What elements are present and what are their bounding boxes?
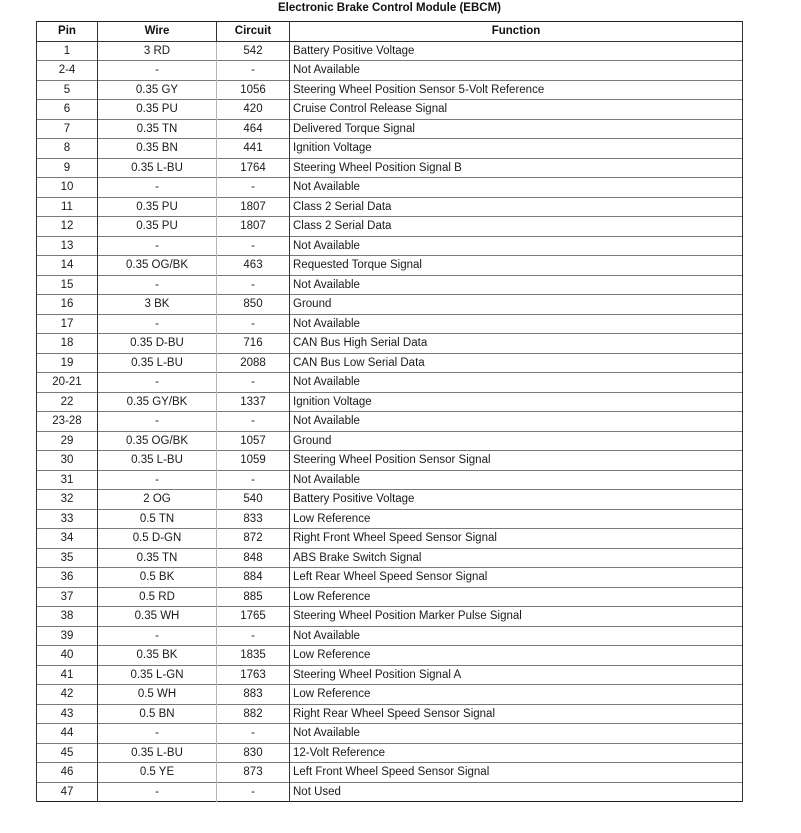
table-row xyxy=(37,256,743,276)
pin-cell: 5 xyxy=(37,80,98,100)
function-cell: Steering Wheel Position Signal B xyxy=(290,158,743,178)
wire-cell: 0.35 BK xyxy=(98,646,217,666)
function-cell: Not Available xyxy=(290,724,743,744)
pin-cell: 47 xyxy=(37,782,98,802)
function-cell: Left Rear Wheel Speed Sensor Signal xyxy=(290,568,743,588)
pin-cell: 45 xyxy=(37,743,98,763)
wire-cell: 0.35 GY/BK xyxy=(98,392,217,412)
table-row xyxy=(37,41,743,61)
table-row xyxy=(37,80,743,100)
circuit-cell: - xyxy=(217,470,290,490)
function-cell: Ignition Voltage xyxy=(290,392,743,412)
table-row xyxy=(37,119,743,139)
pin-cell: 34 xyxy=(37,529,98,549)
table-row xyxy=(37,139,743,159)
table-row xyxy=(37,451,743,471)
wire-cell: - xyxy=(98,178,217,198)
function-cell: Class 2 Serial Data xyxy=(290,197,743,217)
column-header-circuit: Circuit xyxy=(217,22,290,42)
pin-cell: 23-28 xyxy=(37,412,98,432)
wire-cell: - xyxy=(98,373,217,393)
table-row xyxy=(37,704,743,724)
circuit-cell: 464 xyxy=(217,119,290,139)
table-row xyxy=(37,548,743,568)
function-cell: Delivered Torque Signal xyxy=(290,119,743,139)
function-cell: Steering Wheel Position Signal A xyxy=(290,665,743,685)
pin-cell: 44 xyxy=(37,724,98,744)
wire-cell: - xyxy=(98,470,217,490)
table-row xyxy=(37,470,743,490)
pin-cell: 7 xyxy=(37,119,98,139)
table-row xyxy=(37,665,743,685)
wire-cell: 0.35 GY xyxy=(98,80,217,100)
function-cell: Not Used xyxy=(290,782,743,802)
circuit-cell: 441 xyxy=(217,139,290,159)
circuit-cell: 716 xyxy=(217,334,290,354)
circuit-cell: - xyxy=(217,724,290,744)
wire-cell: 0.5 BN xyxy=(98,704,217,724)
table-row xyxy=(37,490,743,510)
function-cell: Ground xyxy=(290,431,743,451)
circuit-cell: 873 xyxy=(217,763,290,783)
function-cell: Low Reference xyxy=(290,509,743,529)
function-cell: Not Available xyxy=(290,314,743,334)
wire-cell: - xyxy=(98,236,217,256)
table-row xyxy=(37,724,743,744)
wire-cell: 0.35 OG/BK xyxy=(98,256,217,276)
table-row xyxy=(37,509,743,529)
circuit-cell: - xyxy=(217,314,290,334)
function-cell: 12-Volt Reference xyxy=(290,743,743,763)
circuit-cell: 1337 xyxy=(217,392,290,412)
wire-cell: 0.35 BN xyxy=(98,139,217,159)
pin-cell: 18 xyxy=(37,334,98,354)
circuit-cell: - xyxy=(217,412,290,432)
pin-cell: 36 xyxy=(37,568,98,588)
pin-cell: 22 xyxy=(37,392,98,412)
wire-cell: - xyxy=(98,626,217,646)
table-body xyxy=(37,41,743,802)
table-row xyxy=(37,334,743,354)
function-cell: Class 2 Serial Data xyxy=(290,217,743,237)
table-row xyxy=(37,295,743,315)
table-row xyxy=(37,607,743,627)
pin-cell: 6 xyxy=(37,100,98,120)
circuit-cell: - xyxy=(217,373,290,393)
function-cell: Not Available xyxy=(290,373,743,393)
function-cell: Not Available xyxy=(290,412,743,432)
pin-cell: 38 xyxy=(37,607,98,627)
function-cell: Steering Wheel Position Sensor 5-Volt Reference xyxy=(290,80,743,100)
table-row xyxy=(37,431,743,451)
pin-cell: 30 xyxy=(37,451,98,471)
table-row xyxy=(37,587,743,607)
pin-cell: 40 xyxy=(37,646,98,666)
pin-cell: 19 xyxy=(37,353,98,373)
table-row xyxy=(37,412,743,432)
function-cell: Battery Positive Voltage xyxy=(290,490,743,510)
circuit-cell: 2088 xyxy=(217,353,290,373)
function-cell: Low Reference xyxy=(290,646,743,666)
wire-cell: 0.5 WH xyxy=(98,685,217,705)
function-cell: Low Reference xyxy=(290,587,743,607)
pin-cell: 1 xyxy=(37,41,98,61)
wire-cell: 0.5 D-GN xyxy=(98,529,217,549)
pin-cell: 41 xyxy=(37,665,98,685)
wire-cell: - xyxy=(98,314,217,334)
circuit-cell: 542 xyxy=(217,41,290,61)
table-row xyxy=(37,158,743,178)
circuit-cell: 833 xyxy=(217,509,290,529)
wire-cell: 2 OG xyxy=(98,490,217,510)
circuit-cell: 872 xyxy=(217,529,290,549)
table-row xyxy=(37,626,743,646)
wire-cell: 0.35 L-BU xyxy=(98,743,217,763)
pin-cell: 31 xyxy=(37,470,98,490)
circuit-cell: - xyxy=(217,275,290,295)
wire-cell: 3 BK xyxy=(98,295,217,315)
circuit-cell: 830 xyxy=(217,743,290,763)
wire-cell: 0.35 PU xyxy=(98,197,217,217)
pin-cell: 46 xyxy=(37,763,98,783)
function-cell: Not Available xyxy=(290,236,743,256)
circuit-cell: 463 xyxy=(217,256,290,276)
pin-cell: 10 xyxy=(37,178,98,198)
circuit-cell: 1835 xyxy=(217,646,290,666)
table-row xyxy=(37,100,743,120)
pin-cell: 37 xyxy=(37,587,98,607)
table-row xyxy=(37,373,743,393)
pin-cell: 42 xyxy=(37,685,98,705)
table-row xyxy=(37,197,743,217)
wire-cell: 0.35 TN xyxy=(98,548,217,568)
wire-cell: 0.35 OG/BK xyxy=(98,431,217,451)
pin-cell: 35 xyxy=(37,548,98,568)
circuit-cell: 1059 xyxy=(217,451,290,471)
table-row xyxy=(37,314,743,334)
function-cell: ABS Brake Switch Signal xyxy=(290,548,743,568)
column-header-wire: Wire xyxy=(98,22,217,42)
function-cell: Right Rear Wheel Speed Sensor Signal xyxy=(290,704,743,724)
wire-cell: 0.5 BK xyxy=(98,568,217,588)
pin-cell: 13 xyxy=(37,236,98,256)
table-row xyxy=(37,236,743,256)
table-row xyxy=(37,529,743,549)
pin-cell: 17 xyxy=(37,314,98,334)
circuit-cell: - xyxy=(217,626,290,646)
circuit-cell: 882 xyxy=(217,704,290,724)
pin-cell: 39 xyxy=(37,626,98,646)
pin-cell: 11 xyxy=(37,197,98,217)
wire-cell: - xyxy=(98,275,217,295)
circuit-cell: - xyxy=(217,782,290,802)
function-cell: CAN Bus High Serial Data xyxy=(290,334,743,354)
column-header-function: Function xyxy=(290,22,743,42)
wire-cell: 0.35 TN xyxy=(98,119,217,139)
function-cell: Battery Positive Voltage xyxy=(290,41,743,61)
circuit-cell: - xyxy=(217,61,290,81)
pin-cell: 8 xyxy=(37,139,98,159)
function-cell: Not Available xyxy=(290,178,743,198)
circuit-cell: 883 xyxy=(217,685,290,705)
wire-cell: - xyxy=(98,724,217,744)
circuit-cell: 1764 xyxy=(217,158,290,178)
pin-cell: 2-4 xyxy=(37,61,98,81)
function-cell: Left Front Wheel Speed Sensor Signal xyxy=(290,763,743,783)
function-cell: Requested Torque Signal xyxy=(290,256,743,276)
table-row xyxy=(37,353,743,373)
pin-cell: 16 xyxy=(37,295,98,315)
wire-cell: 0.5 TN xyxy=(98,509,217,529)
pin-cell: 15 xyxy=(37,275,98,295)
pin-cell: 20-21 xyxy=(37,373,98,393)
pin-cell: 32 xyxy=(37,490,98,510)
wire-cell: 0.5 RD xyxy=(98,587,217,607)
table-row xyxy=(37,61,743,81)
circuit-cell: 885 xyxy=(217,587,290,607)
wire-cell: 0.35 L-BU xyxy=(98,158,217,178)
wire-cell: 0.35 D-BU xyxy=(98,334,217,354)
wire-cell: 0.5 YE xyxy=(98,763,217,783)
function-cell: Not Available xyxy=(290,470,743,490)
wire-cell: 0.35 L-GN xyxy=(98,665,217,685)
connector-pinout-table xyxy=(36,21,743,802)
pin-cell: 12 xyxy=(37,217,98,237)
table-row xyxy=(37,685,743,705)
circuit-cell: 540 xyxy=(217,490,290,510)
function-cell: Cruise Control Release Signal xyxy=(290,100,743,120)
circuit-cell: 1807 xyxy=(217,197,290,217)
function-cell: Low Reference xyxy=(290,685,743,705)
circuit-cell: 1763 xyxy=(217,665,290,685)
function-cell: Steering Wheel Position Marker Pulse Signal xyxy=(290,607,743,627)
wire-cell: 0.35 L-BU xyxy=(98,451,217,471)
table-row xyxy=(37,763,743,783)
function-cell: Ignition Voltage xyxy=(290,139,743,159)
circuit-cell: 1807 xyxy=(217,217,290,237)
table-row xyxy=(37,568,743,588)
table-row xyxy=(37,646,743,666)
wire-cell: - xyxy=(98,61,217,81)
function-cell: Not Available xyxy=(290,275,743,295)
circuit-cell: - xyxy=(217,236,290,256)
wire-cell: 3 RD xyxy=(98,41,217,61)
circuit-cell: 1765 xyxy=(217,607,290,627)
function-cell: Right Front Wheel Speed Sensor Signal xyxy=(290,529,743,549)
table-row xyxy=(37,743,743,763)
circuit-cell: 1056 xyxy=(217,80,290,100)
column-header-pin: Pin xyxy=(37,22,98,42)
pin-cell: 14 xyxy=(37,256,98,276)
wire-cell: 0.35 WH xyxy=(98,607,217,627)
table-row xyxy=(37,217,743,237)
wire-cell: - xyxy=(98,782,217,802)
wire-cell: 0.35 PU xyxy=(98,217,217,237)
pin-cell: 33 xyxy=(37,509,98,529)
circuit-cell: 848 xyxy=(217,548,290,568)
wire-cell: 0.35 L-BU xyxy=(98,353,217,373)
table-row xyxy=(37,178,743,198)
table-row xyxy=(37,392,743,412)
pin-cell: 9 xyxy=(37,158,98,178)
table-row xyxy=(37,782,743,802)
circuit-cell: - xyxy=(217,178,290,198)
circuit-cell: 850 xyxy=(217,295,290,315)
function-cell: Not Available xyxy=(290,61,743,81)
wire-cell: - xyxy=(98,412,217,432)
function-cell: Ground xyxy=(290,295,743,315)
pin-cell: 29 xyxy=(37,431,98,451)
table-title: Electronic Brake Control Module (EBCM) xyxy=(278,2,501,14)
function-cell: CAN Bus Low Serial Data xyxy=(290,353,743,373)
wire-cell: 0.35 PU xyxy=(98,100,217,120)
circuit-cell: 420 xyxy=(217,100,290,120)
table-row xyxy=(37,275,743,295)
circuit-cell: 884 xyxy=(217,568,290,588)
table-header-row xyxy=(37,22,743,42)
function-cell: Not Available xyxy=(290,626,743,646)
circuit-cell: 1057 xyxy=(217,431,290,451)
function-cell: Steering Wheel Position Sensor Signal xyxy=(290,451,743,471)
pin-cell: 43 xyxy=(37,704,98,724)
